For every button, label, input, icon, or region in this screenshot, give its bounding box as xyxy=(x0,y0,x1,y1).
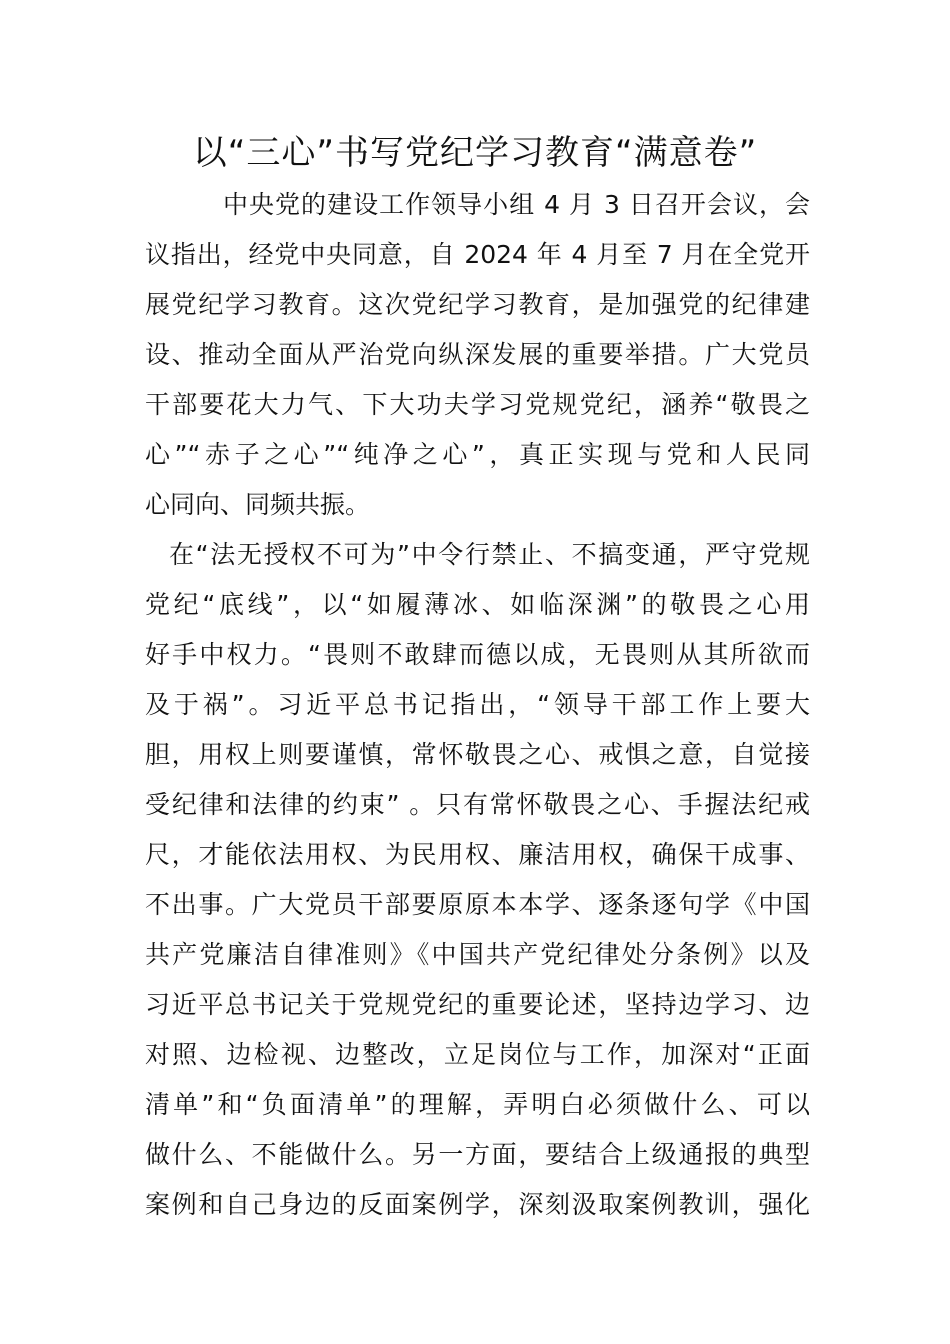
paragraph-2 xyxy=(145,530,810,1230)
paragraph-1 xyxy=(145,180,810,530)
paragraph-line: 胆，用权上则要谨慎，常怀敬畏之心、戒惧之意，自觉接 xyxy=(145,740,810,769)
paragraph-line: 不出事。广大党员干部要原原本本学、逐条逐句学《中国 xyxy=(145,890,810,919)
document-body xyxy=(145,180,810,1230)
paragraph-line: 好手中权力。“畏则不敢肆而德以成，无畏则从其所欲而 xyxy=(145,640,810,669)
paragraph-line: 设、推动全面从严治党向纵深发展的重要举措。广大党员 xyxy=(145,340,810,369)
document-title: 以“三心”书写党纪学习教育“满意卷” xyxy=(192,133,758,173)
paragraph-line: 心”“赤子之心”“纯净之心”，真正实现与党和人民同 xyxy=(145,440,810,469)
paragraph-line: 清单”和“负面清单”的理解，弄明白必须做什么、可以 xyxy=(145,1090,810,1119)
paragraph-line: 党纪“底线”，以“如履薄冰、如临深渊”的敬畏之心用 xyxy=(145,590,810,619)
paragraph-line: 中央党的建设工作领导小组 4 月 3 日召开会议，会 xyxy=(223,190,810,219)
paragraph-line: 在“法无授权不可为”中令行禁止、不搞变通，严守党规 xyxy=(169,540,810,569)
paragraph-line: 尺，才能依法用权、为民用权、廉洁用权，确保干成事、 xyxy=(145,840,810,869)
paragraph-line: 干部要花大力气、下大功夫学习党规党纪，涵养“敬畏之 xyxy=(145,390,810,419)
paragraph-line: 对照、边检视、边整改，立足岗位与工作，加深对“正面 xyxy=(145,1040,810,1069)
paragraph-line: 受纪律和法律的约束” 。只有常怀敬畏之心、手握法纪戒 xyxy=(145,790,810,819)
paragraph-line: 习近平总书记关于党规党纪的重要论述，坚持边学习、边 xyxy=(145,990,810,1019)
paragraph-line: 做什么、不能做什么。另一方面，要结合上级通报的典型 xyxy=(145,1140,810,1169)
paragraph-line: 心同向、同频共振。 xyxy=(145,490,371,519)
paragraph-line: 展党纪学习教育。这次党纪学习教育，是加强党的纪律建 xyxy=(145,290,810,319)
paragraph-line: 共产党廉洁自律准则》《中国共产党纪律处分条例》以及 xyxy=(145,940,810,969)
paragraph-line: 及于祸”。习近平总书记指出，“领导干部工作上要大 xyxy=(145,690,810,719)
paragraph-line: 议指出，经党中央同意，自 2024 年 4 月至 7 月在全党开 xyxy=(145,240,810,269)
paragraph-line: 案例和自己身边的反面案例学，深刻汲取案例教训，强化 xyxy=(145,1190,810,1219)
